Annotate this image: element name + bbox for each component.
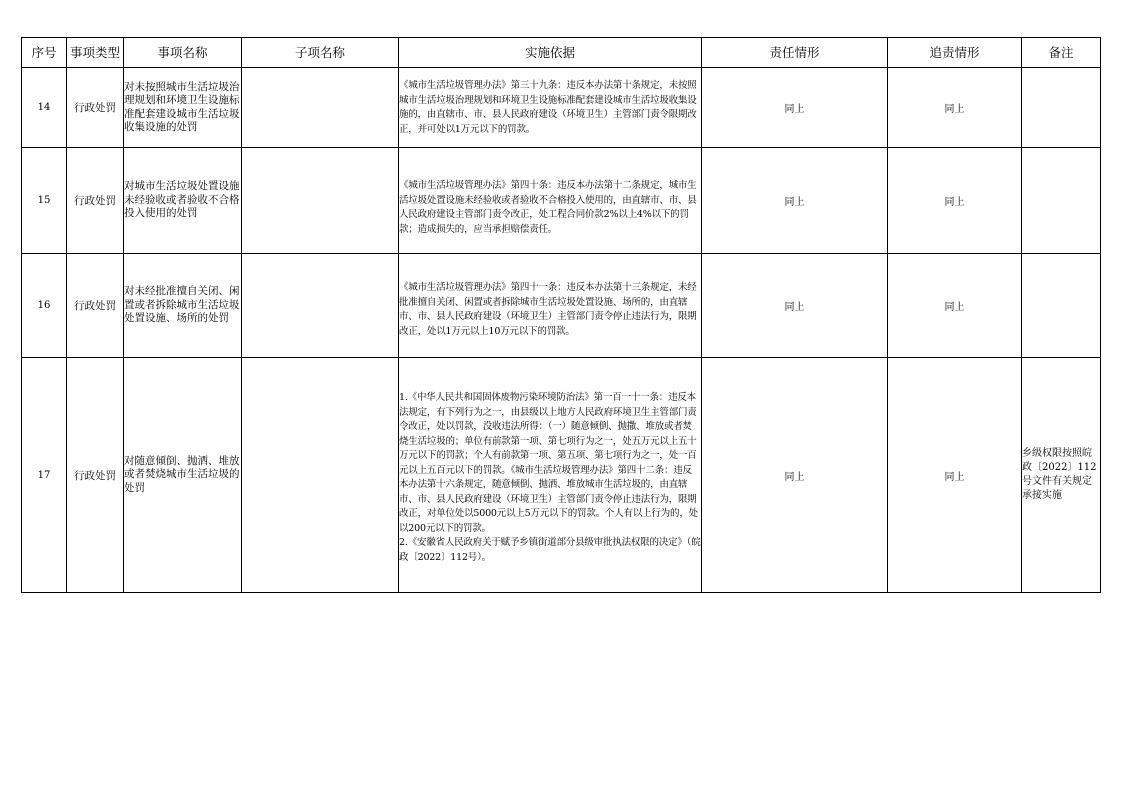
header-name: 事项名称: [124, 38, 242, 68]
header-accountability: 追责情形: [888, 38, 1022, 68]
row-accountability: 同上: [888, 148, 1022, 254]
row-seq: 16: [22, 254, 67, 358]
header-sub: 子项名称: [242, 38, 399, 68]
row-basis: [399, 68, 702, 148]
responsibility-table: [21, 37, 1101, 593]
row-resp: 同上: [702, 68, 888, 148]
row-resp: 同上: [702, 358, 888, 593]
row-type: 行政处罚: [67, 254, 124, 358]
row-basis: [399, 358, 702, 593]
row-name: 对未按照城市生活垃圾治理规划和环境卫生设施标准配套建设城市生活垃圾收集设施的处罚: [124, 68, 242, 148]
row-resp: 同上: [702, 254, 888, 358]
basis-paragraph: 《城市生活垃圾管理办法》第四十一条：违反本办法第十三条规定，未经批准擅自关闭、闲置或者拆除城市生活垃圾处置设施、场所的，由直辖市、市、县人民政府建设（环境卫生）主管部门责令停止违法行为，限期改正，处以1万元以上10万元以下的罚款。: [399, 282, 697, 337]
table-row: [22, 358, 1101, 593]
row-sub: [242, 68, 399, 148]
row-accountability: 同上: [888, 358, 1022, 593]
row-seq: 14: [22, 68, 67, 148]
row-basis: [399, 148, 702, 254]
row-type: 行政处罚: [67, 358, 124, 593]
row-sub: [242, 148, 399, 254]
row-note: 乡级权限按照皖政〔2022〕112号文件有关规定承接实施: [1022, 358, 1101, 593]
row-type: 行政处罚: [67, 148, 124, 254]
row-seq: 17: [22, 358, 67, 593]
table-row: [22, 68, 1101, 148]
table-row: [22, 254, 1101, 358]
header-resp: 责任情形: [702, 38, 888, 68]
row-note: [1022, 148, 1101, 254]
table-row: [22, 148, 1101, 254]
row-note: [1022, 68, 1101, 148]
row-type: 行政处罚: [67, 68, 124, 148]
header-note: 备注: [1022, 38, 1101, 68]
basis-paragraph: 《城市生活垃圾管理办法》第四十条：违反本办法第十二条规定，城市生活垃圾处置设施未经验收或者验收不合格投入使用的，由直辖市、市、县人民政府建设主管部门责令改正，处工程合同价款2%以上4%以下的罚款；造成损失的，应当承担赔偿责任。: [399, 180, 697, 235]
row-name: 对未经批准擅自关闭、闲置或者拆除城市生活垃圾处置设施、场所的处罚: [124, 254, 242, 358]
row-basis: [399, 254, 702, 358]
row-resp: 同上: [702, 148, 888, 254]
basis-paragraph: 《城市生活垃圾管理办法》第三十九条：违反本办法第十条规定，未按照城市生活垃圾治理规划和环境卫生设施标准配套建设城市生活垃圾收集设施的，由直辖市、市、县人民政府建设（环境卫生）主管部门责令限期改正，并可处以1万元以下的罚款。: [399, 80, 697, 135]
row-sub: [242, 254, 399, 358]
row-name: 对城市生活垃圾处置设施未经验收或者验收不合格投入使用的处罚: [124, 148, 242, 254]
basis-paragraph: 2.《安徽省人民政府关于赋予乡镇街道部分县级审批执法权限的决定》（皖政〔2022〕112号）。: [399, 537, 701, 563]
header-type: 事项类型: [67, 38, 124, 68]
header-seq: 序号: [22, 38, 67, 68]
row-accountability: 同上: [888, 254, 1022, 358]
basis-paragraph: 1.《中华人民共和国固体废物污染环境防治法》第一百一十一条：违反本法规定，有下列行为之一，由县级以上地方人民政府环境卫生主管部门责令改正，处以罚款，没收违法所得：（一）随意倾倒、抛撒、堆放或者焚烧生活垃圾的；单位有前款第一项、第七项行为之一，处五万元以上五十万元以下的罚款；个人有前款第一项、第五项、第七项行为之一，处一百元以上五百元以下的罚款。《城市生活垃圾管理办法》第四十二条：违反本办法第十六条规定，随意倾倒、抛洒、堆放城市生活垃圾的，由直辖市、市、县人民政府建设（环境卫生）主管部门责令停止违法行为，限期改正，对单位处以5000元以上5万元以下的罚款。个人有以上行为的，处以200元以下的罚款。: [399, 392, 698, 534]
row-seq: 15: [22, 148, 67, 254]
row-note: [1022, 254, 1101, 358]
header-basis: 实施依据: [399, 38, 702, 68]
header-row: [22, 38, 1101, 68]
row-sub: [242, 358, 399, 593]
row-name: 对随意倾倒、抛洒、堆放或者焚烧城市生活垃圾的处罚: [124, 358, 242, 593]
row-accountability: 同上: [888, 68, 1022, 148]
